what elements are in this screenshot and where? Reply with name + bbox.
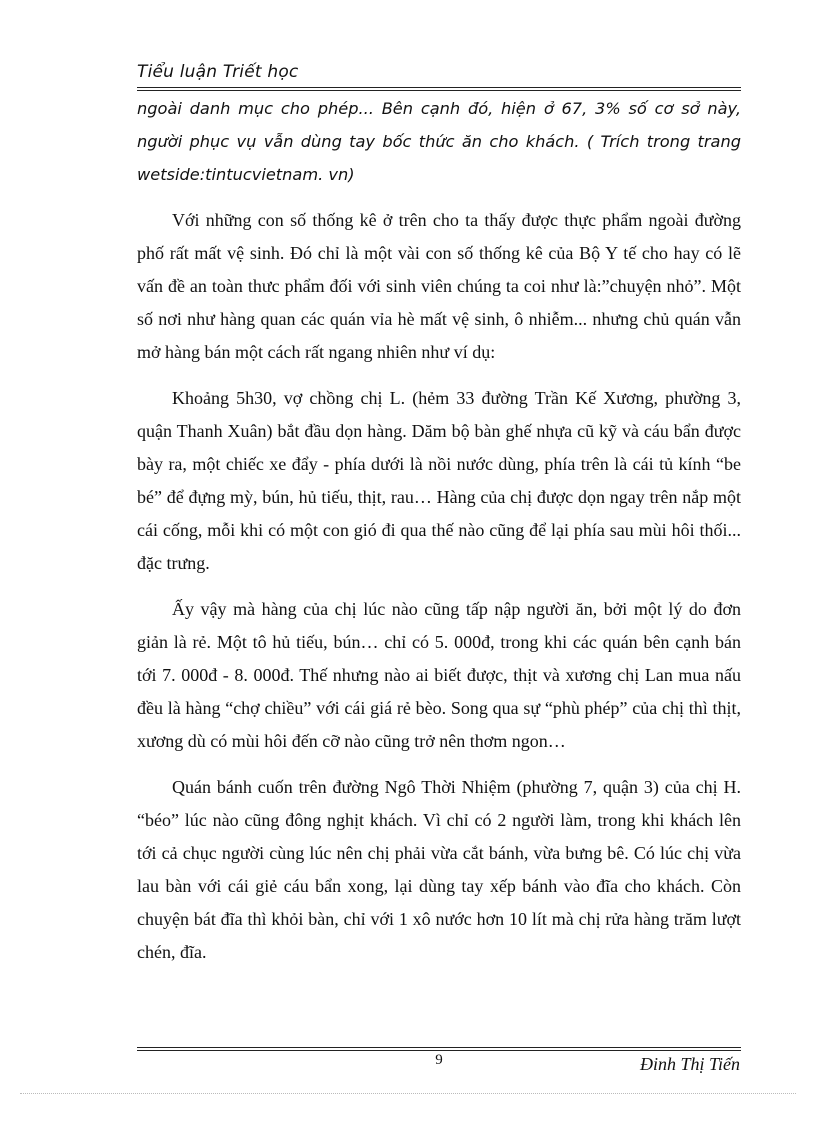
page-number: 9: [435, 1052, 443, 1068]
body-content: [137, 92, 741, 969]
header-title: Tiểu luận Triết học: [137, 62, 299, 82]
author-name: Đinh Thị Tiến: [639, 1054, 740, 1074]
intro-quote: ngoài danh mục cho phép... Bên cạnh đó, hiện ở 67, 3% số cơ sở này, người phục vụ vẫn dùng tay bốc thức ăn cho khách. ( Trích trong trang wetside:tintucvietnam. vn): [137, 99, 741, 184]
header-rule-top: [137, 87, 741, 88]
paragraph-2: Khoảng 5h30, vợ chồng chị L. (hẻm 33 đường Trần Kế Xương, phường 3, quận Thanh Xuân) bắt đầu dọn hàng. Dăm bộ bàn ghế nhựa cũ kỹ và cáu bẩn được bày ra, một chiếc xe đẩy - phía dưới là nồi nước dùng, phía trên là cái tủ kính “be bé” để đựng mỳ, bún, hủ tiếu, thịt, rau… Hàng của chị được dọn ngay trên nắp một cái cống, mỗi khi có một con gió đi qua thế nào cũng để lại phía sau mùi hôi thối... đặc trưng.: [137, 388, 741, 573]
header-rule-bottom: [137, 90, 741, 91]
footer-rule-top: [137, 1047, 741, 1048]
paragraph-3: Ấy vậy mà hàng của chị lúc nào cũng tấp nập người ăn, bởi một lý do đơn giản là rẻ. Một tô hủ tiếu, bún… chỉ có 5. 000đ, trong khi các quán bên cạnh bán tới 7. 000đ - 8. 000đ. Thế nhưng nào ai biết được, thịt và xương chị Lan mua nấu đều là hàng “chợ chiều” với cái giá rẻ bèo. Song qua sự “phù phép” của chị thì thịt, xương dù có mùi hôi đến cỡ nào cũng trở nên thơm ngon…: [137, 599, 741, 751]
paragraph-4: Quán bánh cuốn trên đường Ngô Thời Nhiệm (phường 7, quận 3) của chị H. “béo” lúc nào cũng đông nghịt khách. Vì chỉ có 2 người làm, trong khi khách lên tới cả chục người cùng lúc nên chị phải vừa cắt bánh, vừa bưng bê. Có lúc chị vừa lau bàn với cái giẻ cáu bẩn xong, lại dùng tay xếp bánh vào đĩa cho khách. Còn chuyện bát đĩa thì khỏi bàn, chỉ với 1 xô nước hơn 10 lít mà chị rửa hàng trăm lượt chén, đĩa.: [137, 777, 741, 962]
paragraph-1: Với những con số thống kê ở trên cho ta thấy được thực phẩm ngoài đường phố rất mất vệ sinh. Đó chỉ là một vài con số thống kê của Bộ Y tế cho hay có lẽ vấn đề an toàn thưc phẩm đối với sinh viên chúng ta coi như là:”chuyện nhỏ”. Một số nơi như hàng quan các quán vỉa hè mất vệ sinh, ô nhiễm... nhưng chủ quán vẫn mở hàng bán một cách rất ngang nhiên như ví dụ:: [137, 210, 741, 362]
page-bottom-divider: [20, 1093, 796, 1094]
footer-rule-bottom: [137, 1050, 741, 1051]
